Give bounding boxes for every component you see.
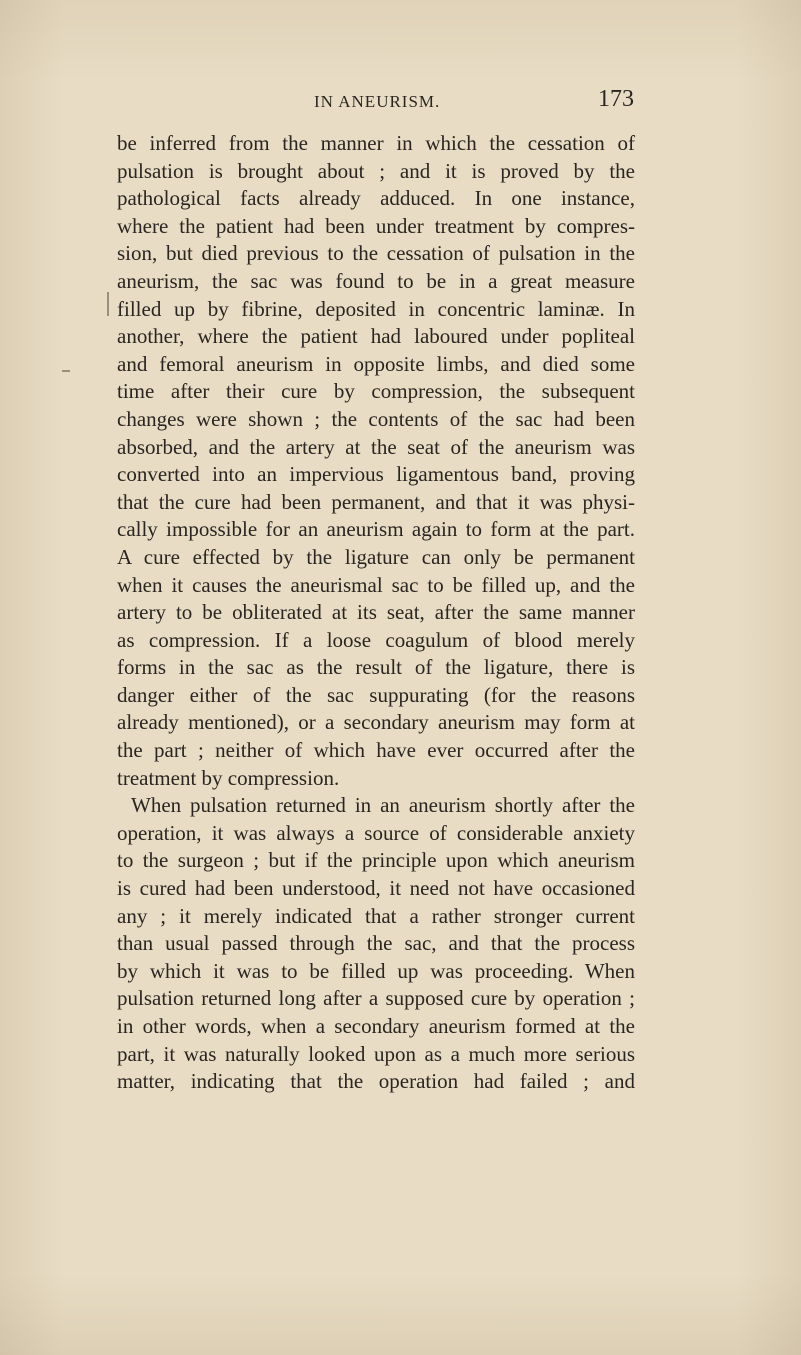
text-line: time after their cure by compression, the subsequent bbox=[117, 379, 635, 404]
text-line: cally impossible for an aneurism again to form at the part. bbox=[117, 517, 635, 542]
text-line: as compression. If a loose coagulum of blood merely bbox=[117, 627, 635, 652]
margin-mark bbox=[62, 370, 70, 372]
paragraph-end-line: treatment by compression. bbox=[117, 765, 340, 790]
text-line: part, it was naturally looked upon as a much more serious bbox=[117, 1041, 635, 1066]
text-line: than usual passed through the sac, and that the process bbox=[117, 931, 635, 956]
text-line: danger either of the sac suppurating (for the reasons bbox=[117, 682, 635, 707]
text-line: artery to be obliterated at its seat, after the same manner bbox=[117, 600, 635, 625]
text-line: when it causes the aneurismal sac to be filled up, and the bbox=[117, 572, 635, 597]
text-line: filled up by fibrine, deposited in concentric laminæ. In bbox=[117, 296, 635, 321]
text-line: any ; it merely indicated that a rather stronger current bbox=[117, 903, 635, 928]
page-number: 173 bbox=[598, 86, 634, 112]
text-line: aneurism, the sac was found to be in a great measure bbox=[117, 268, 635, 293]
text-line: that the cure had been permanent, and that it was physi- bbox=[117, 489, 635, 514]
text-line: absorbed, and the artery at the seat of the aneurism was bbox=[117, 434, 635, 459]
text-line: in other words, when a secondary aneurism formed at the bbox=[117, 1014, 635, 1038]
text-line: is cured had been understood, it need not have occasioned bbox=[117, 876, 635, 901]
text-line: A cure effected by the ligature can only be permanent bbox=[117, 544, 635, 569]
text-line: pulsation returned long after a supposed cure by operation ; bbox=[117, 986, 635, 1011]
body-text bbox=[117, 130, 635, 1096]
text-line: the part ; neither of which have ever occurred after the bbox=[117, 738, 635, 763]
text-line: be inferred from the manner in which the cessation of bbox=[117, 131, 635, 155]
paragraph-start-line: When pulsation returned in an aneurism shortly after the bbox=[131, 793, 635, 818]
text-line: pathological facts already adduced. In one instance, bbox=[117, 186, 635, 211]
text-line: sion, but died previous to the cessation of pulsation in the bbox=[117, 241, 635, 266]
text-line: pulsation is brought about ; and it is proved by the bbox=[117, 158, 635, 183]
text-line: already mentioned), or a secondary aneurism may form at bbox=[117, 710, 635, 735]
running-head bbox=[116, 86, 634, 120]
margin-mark bbox=[107, 292, 109, 316]
text-line: another, where the patient had laboured under popliteal bbox=[117, 324, 635, 349]
text-line: to the surgeon ; but if the principle upon which aneurism bbox=[117, 848, 635, 873]
text-line: matter, indicating that the operation had failed ; and bbox=[117, 1069, 635, 1094]
text-line: where the patient had been under treatment by compres- bbox=[117, 213, 635, 238]
text-line: and femoral aneurism in opposite limbs, and died some bbox=[117, 351, 635, 376]
running-title: IN ANEURISM. bbox=[314, 92, 441, 111]
text-line: changes were shown ; the contents of the sac had been bbox=[117, 406, 635, 431]
text-line: by which it was to be filled up was proceeding. When bbox=[117, 958, 635, 983]
text-line: converted into an impervious ligamentous band, proving bbox=[117, 462, 635, 487]
text-line: forms in the sac as the result of the ligature, there is bbox=[117, 655, 635, 680]
text-line: operation, it was always a source of considerable anxiety bbox=[117, 820, 635, 845]
